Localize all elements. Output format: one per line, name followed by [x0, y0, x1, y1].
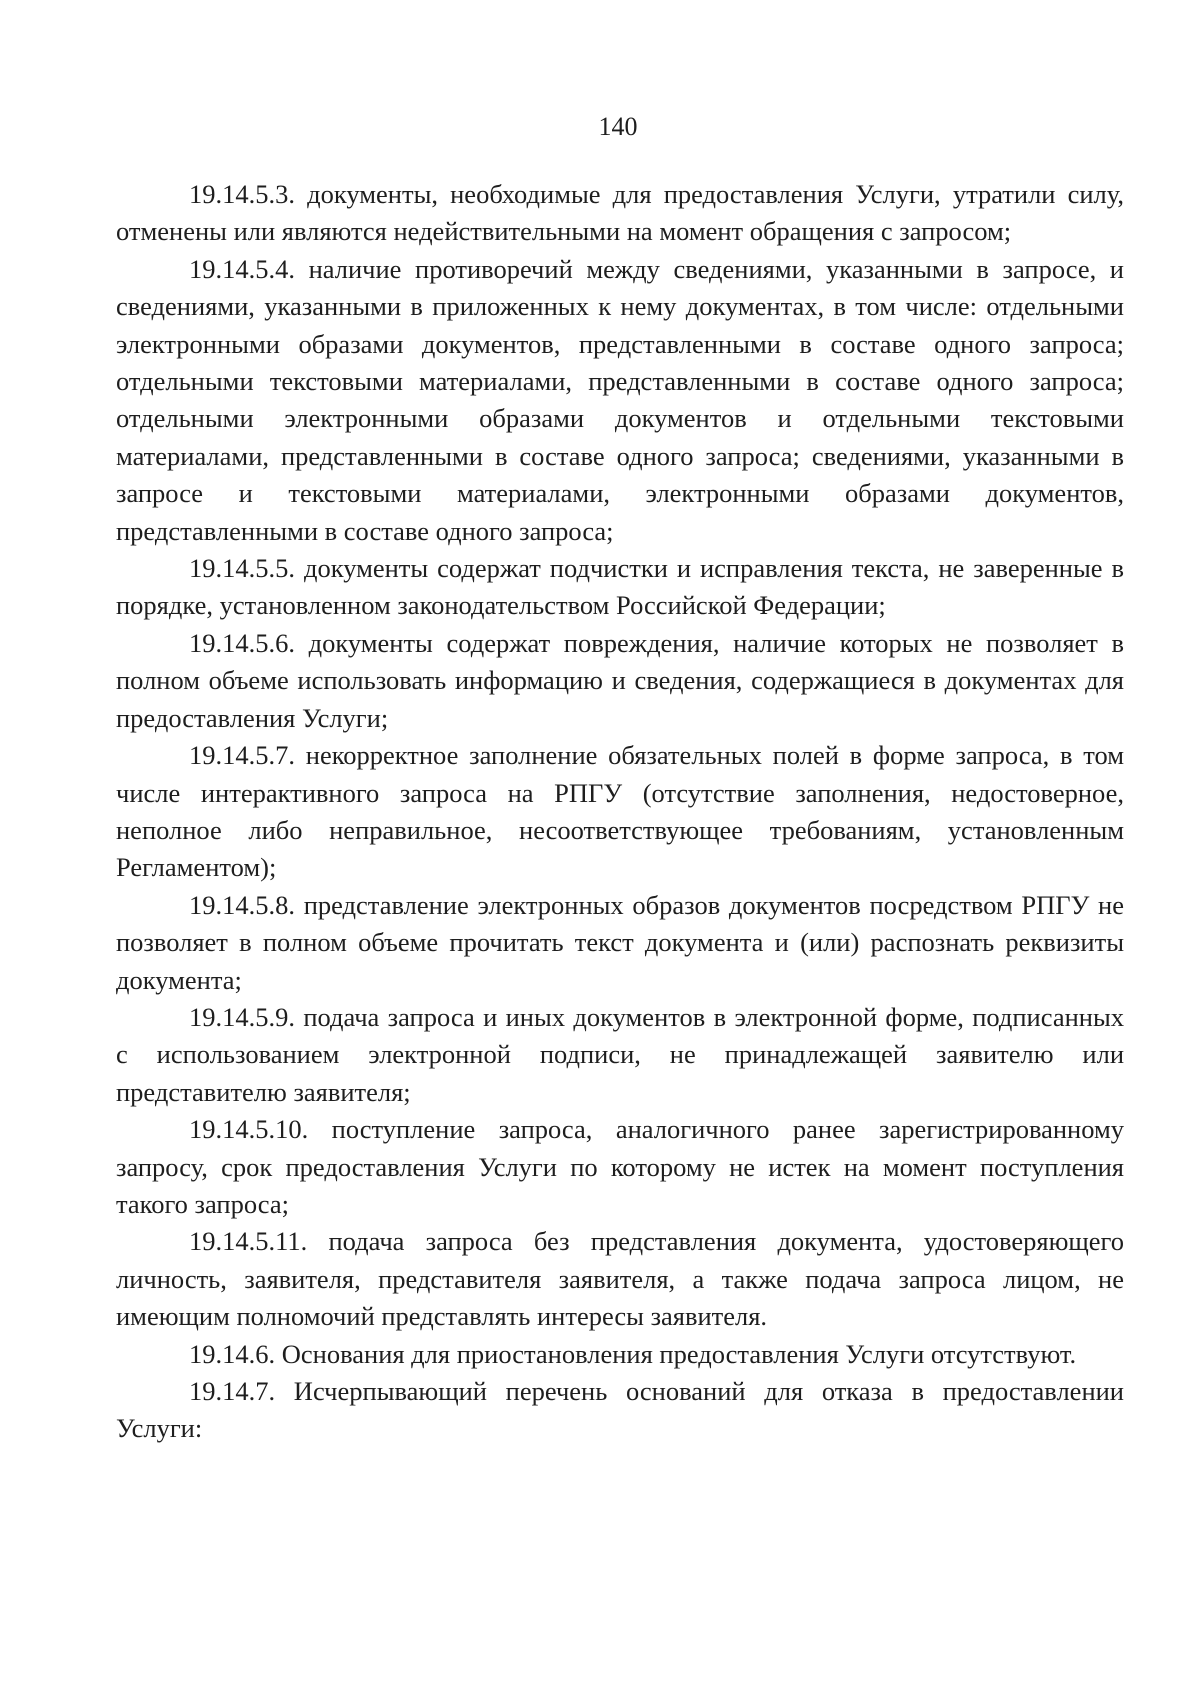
paragraph-19-14-5-8: 19.14.5.8. представление электронных образов документов посредством РПГУ не позволяет в полном объеме прочитать текст документа и (или) распознать реквизиты документа;	[116, 889, 1124, 995]
paragraph-19-14-5-5: 19.14.5.5. документы содержат подчистки и исправления текста, не заверенные в порядке, установленном законодательством Российской Федерации;	[116, 553, 1124, 621]
paragraph-19-14-5-10: 19.14.5.10. поступление запроса, аналогичного ранее зарегистрированному запросу, срок предоставления Услуги по которому не истек на момент поступления такого запроса;	[116, 1114, 1124, 1219]
paragraph-19-14-7: 19.14.7. Исчерпывающий перечень оснований для отказа в предоставлении Услуги:	[116, 1376, 1124, 1444]
paragraph-19-14-5-6: 19.14.5.6. документы содержат повреждения, наличие которых не позволяет в полном объеме использовать информацию и сведения, содержащиеся в документах для предоставления Услуги;	[116, 627, 1124, 733]
paragraph-19-14-5-4: 19.14.5.4. наличие противоречий между сведениями, указанными в запросе, и сведениями, указанными в приложенных к нему документах, в том числе: отдельными электронными образами документов, представленными в составе одного запроса; отдельными текстовыми материалами, представленными в составе одного запроса; отдельными электронными образами документов и отдельными текстовыми материалами, представленными в составе одного запроса; сведениями, указанными в запросе и текстовыми материалами, электронными образами документов, представленными в составе одного запроса;	[116, 253, 1124, 546]
paragraph-19-14-5-7: 19.14.5.7. некорректное заполнение обязательных полей в форме запроса, в том числе интерактивного запроса на РПГУ (отсутствие заполнения, недостоверное, неполное либо неправильное, несоответствующее требованиям, установленным Регламентом);	[116, 740, 1124, 883]
document-body	[116, 176, 1124, 1448]
paragraph-19-14-6: 19.14.6. Основания для приостановления предоставления Услуги отсутствуют.	[189, 1338, 1077, 1369]
paragraph-19-14-5-11: 19.14.5.11. подача запроса без представления документа, удостоверяющего личность, заявителя, представителя заявителя, а также подача запроса лицом, не имеющим полномочий представлять интересы заявителя.	[116, 1226, 1124, 1332]
page-number: 140	[598, 112, 638, 141]
paragraph-19-14-5-9: 19.14.5.9. подача запроса и иных документов в электронной форме, подписанных с использованием электронной подписи, не принадлежащей заявителю или представителю заявителя;	[116, 1001, 1124, 1107]
paragraph-19-14-5-3: 19.14.5.3. документы, необходимые для предоставления Услуги, утратили силу, отменены или являются недействительными на момент обращения с запросом;	[116, 179, 1124, 247]
